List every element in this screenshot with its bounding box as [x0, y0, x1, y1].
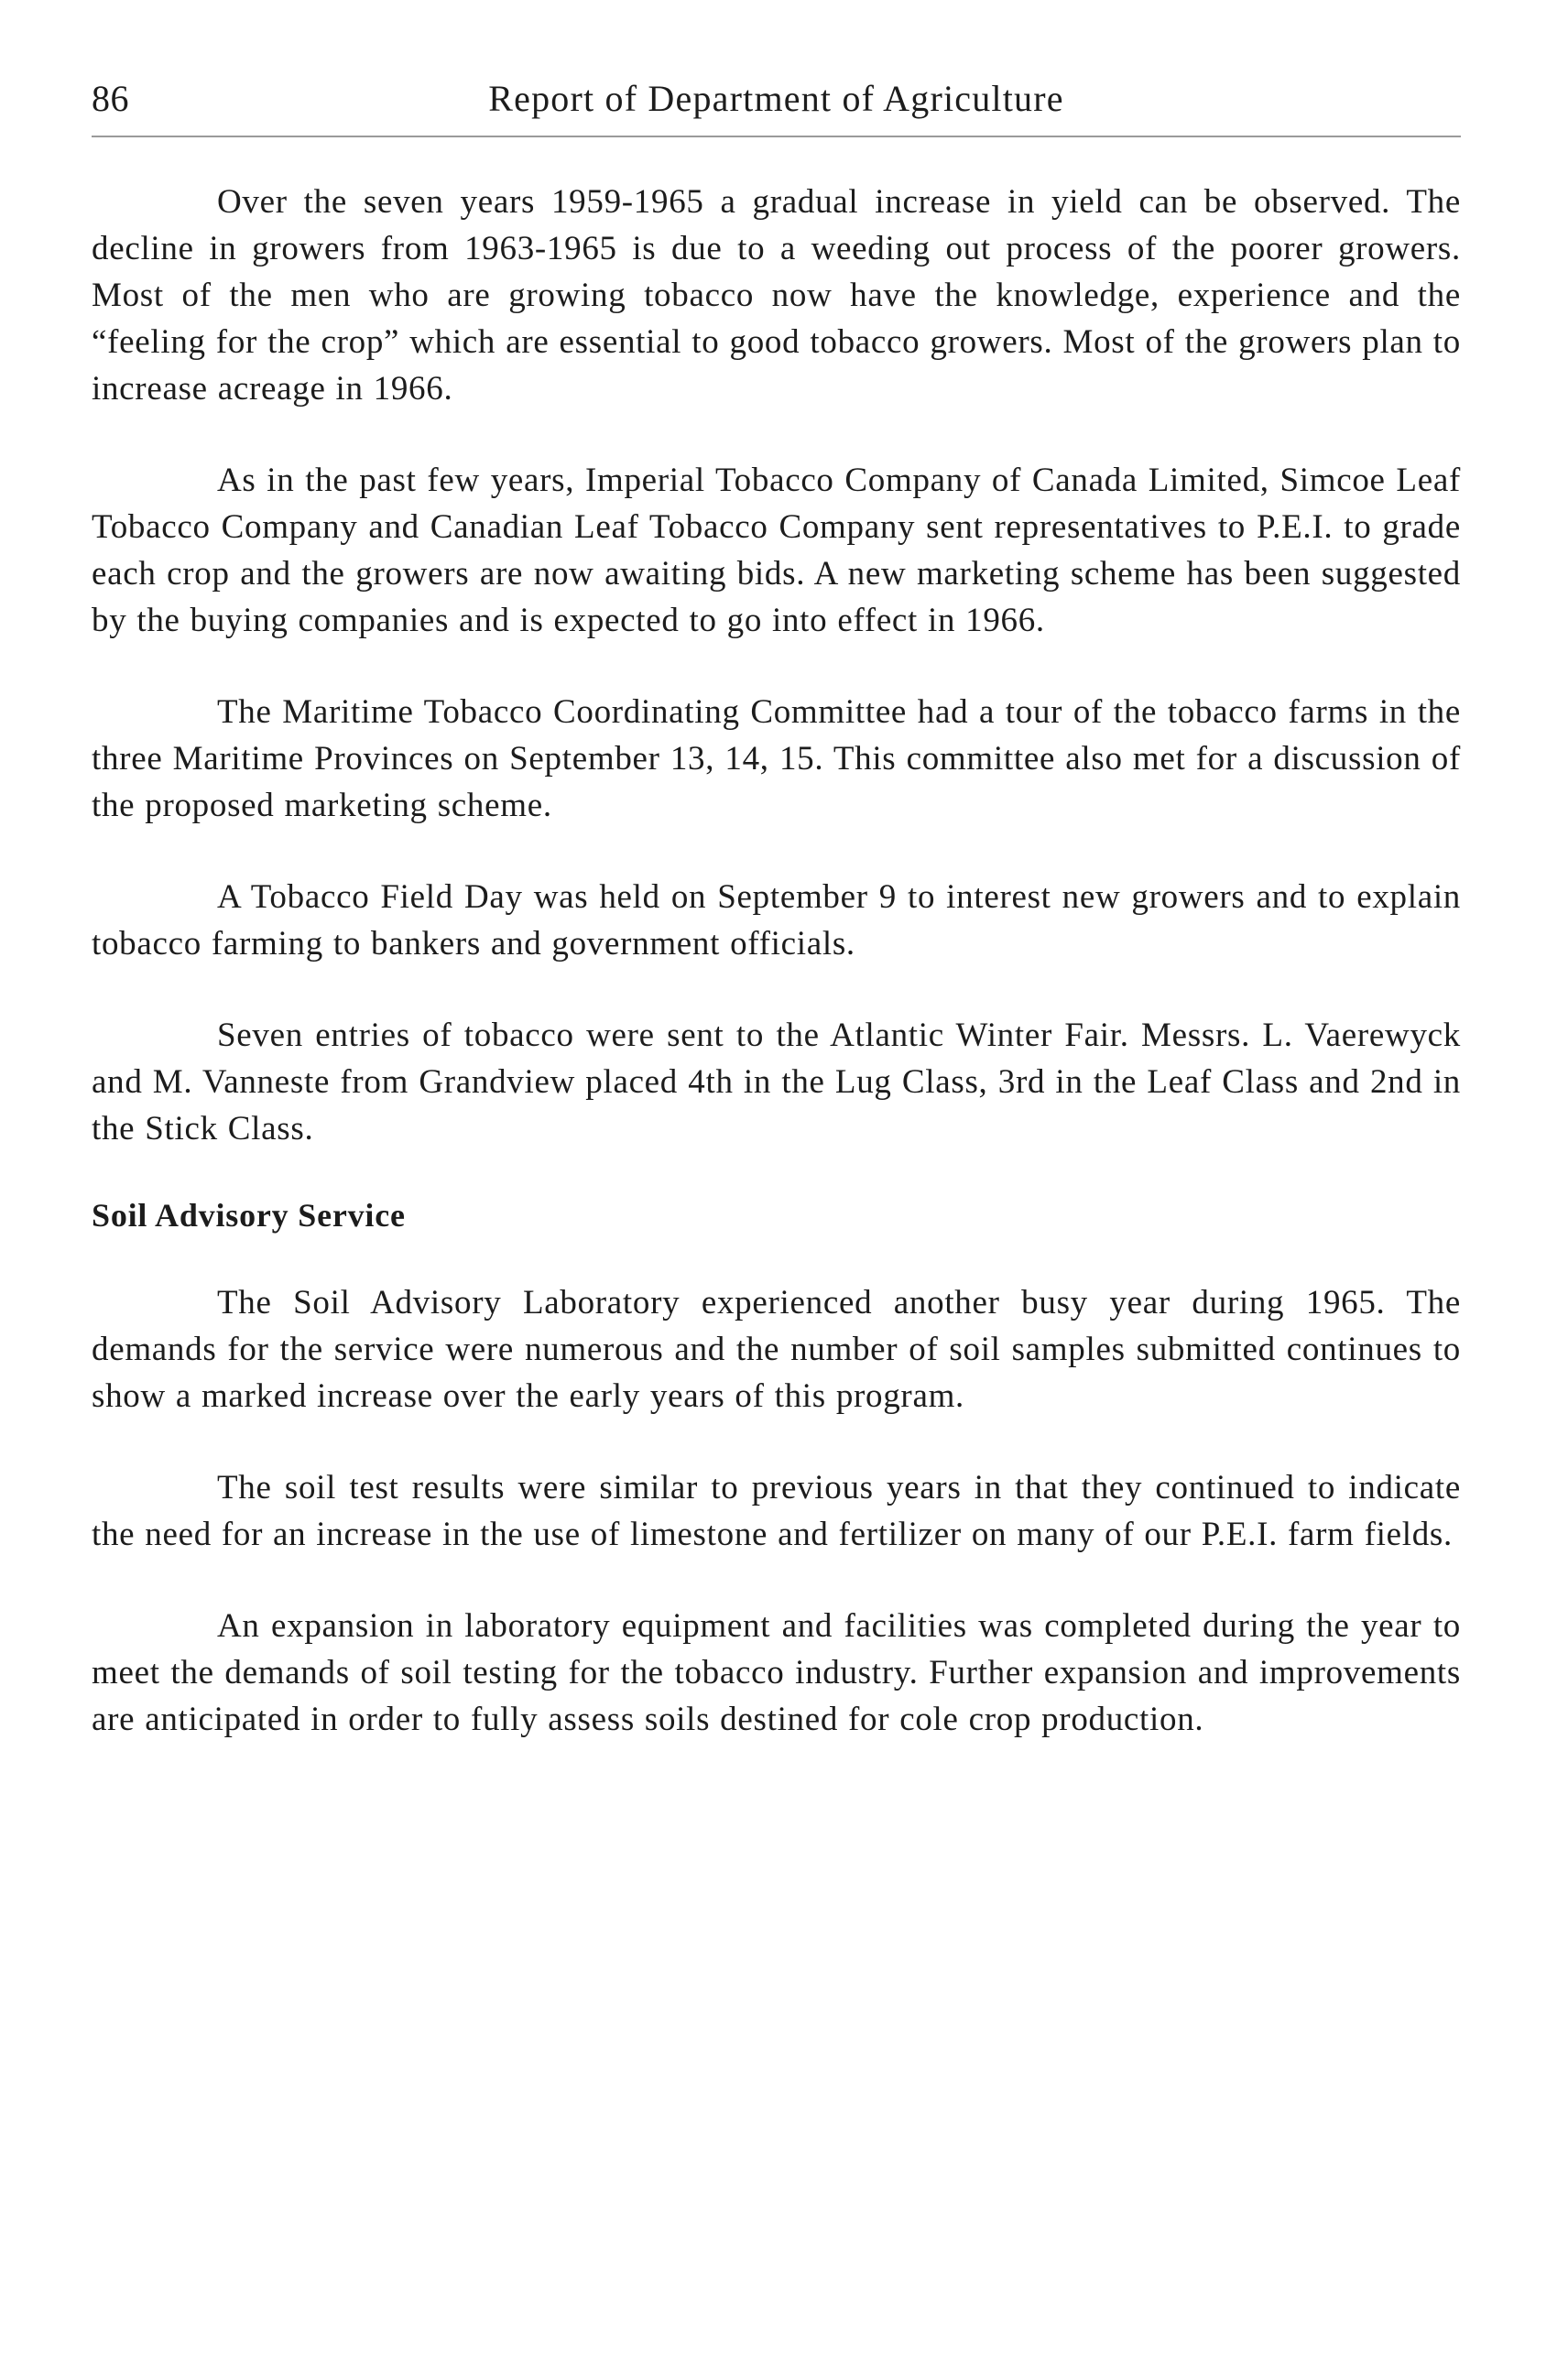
running-title: Report of Department of Agriculture: [488, 78, 1064, 119]
paragraph-field-day: A Tobacco Field Day was held on September 9 to interest new growers and to explain tobacco farming to bankers and government officials.: [92, 878, 1461, 963]
body-text: [92, 179, 1461, 1743]
paragraph-soil-laboratory: The Soil Advisory Laboratory experienced another busy year during 1965. The demands for the service were numerous and the number of soil samples submitted continues to show a marked increase over the early years of this program.: [92, 1284, 1461, 1415]
paragraph-soil-test-results: The soil test results were similar to previous years in that they continued to indicate the need for an increase in the use of limestone and fertilizer on many of our P.E.I. farm fields.: [92, 1469, 1461, 1553]
paragraph-lab-expansion: An expansion in laboratory equipment and facilities was completed during the year to meet the demands of soil testing for the tobacco industry. Further expansion and improvements are anticipated in order to fully assess soils destined for cole crop production.: [92, 1607, 1461, 1738]
running-head: [92, 71, 1461, 126]
section-heading-soil-advisory: Soil Advisory Service: [92, 1197, 406, 1234]
paragraph-winter-fair: Seven entries of tobacco were sent to the Atlantic Winter Fair. Messrs. L. Vaerewyck and M. Vanneste from Grandview placed 4th in the Lug Class, 3rd in the Leaf Class and 2nd in the Stick Class.: [92, 1017, 1461, 1147]
paragraph-grading: As in the past few years, Imperial Tobacco Company of Canada Limited, Simcoe Leaf Tobacco Company and Canadian Leaf Tobacco Company sent representatives to P.E.I. to grade each crop and the growers are now awaiting bids. A new marketing scheme has been suggested by the buying companies and is expected to go into effect in 1966.: [92, 462, 1461, 639]
page-number: 86: [92, 78, 129, 119]
header-divider: [92, 136, 1461, 137]
paragraph-yield: Over the seven years 1959-1965 a gradual increase in yield can be observed. The decline in growers from 1963-1965 is due to a weeding out process of the poorer growers. Most of the men who are growing tobacco now have the knowledge, experience and the “feeling for the crop” which are essential to good tobacco growers. Most of the growers plan to increase acreage in 1966.: [92, 183, 1461, 408]
paragraph-committee: The Maritime Tobacco Coordinating Committee had a tour of the tobacco farms in the three Maritime Provinces on September 13, 14, 15. This committee also met for a discussion of the proposed marketing scheme.: [92, 693, 1461, 824]
